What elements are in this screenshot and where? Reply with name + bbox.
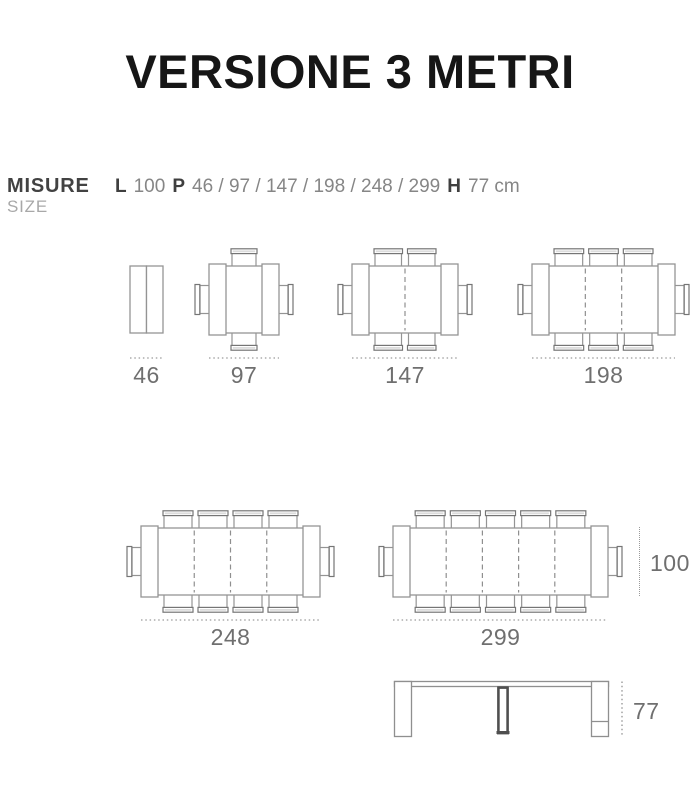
end-panel [591,526,608,597]
diagram-table-299 [378,510,623,651]
end-panel [262,264,279,335]
table-top-view-svg [517,248,690,360]
diagram-size-label: 97 [230,362,258,388]
end-panel [141,526,158,597]
table-top-view-svg [126,510,335,622]
spec-segment: 100 [133,176,166,197]
spec-segment: 46 / 97 / 147 / 198 / 248 / 299 [192,176,441,197]
console-panel [147,266,164,333]
diagram-table-97 [194,248,294,389]
center-leg [497,687,510,735]
table-top-view-svg [378,510,623,622]
measures-sublabel: SIZE [7,197,48,216]
diagram-size-label: 46 [133,362,160,388]
spec-segment: L [115,176,127,197]
table-top-view-svg [337,248,473,360]
chair-backrest [467,285,472,315]
chair-backrest [127,547,132,577]
console-top-view-svg [115,248,178,360]
measures-label: MISURE [7,175,90,197]
console-panel [130,266,147,333]
chair-backrest [338,285,343,315]
diagram-table-198 [517,248,690,389]
end-panel [303,526,320,597]
side-view-svg [393,680,638,742]
page-title: VERSIONE 3 METRI [125,45,575,98]
right-leg [592,682,609,737]
table-top [538,266,669,333]
left-leg [395,682,412,737]
spec-segment: P [172,176,185,197]
diagram-size-label: 198 [583,362,624,388]
end-panel [352,264,369,335]
chair-backrest [379,547,384,577]
width-dimension-label: 100 [650,550,690,576]
diagram-size-label: 147 [385,362,425,388]
spec-line [115,176,527,198]
chair-backrest [518,285,523,315]
end-panel [532,264,549,335]
chair-backrest [617,547,622,577]
chair-backrest [288,285,293,315]
diagram-size-label: 248 [210,624,251,650]
diagram-table-147 [337,248,473,389]
table-top-edge [395,682,609,687]
diagram-console-46 [115,248,178,389]
height-dimension-label: 77 [633,698,660,724]
end-panel [209,264,226,335]
table-top [399,528,602,595]
chair-backrest [684,285,689,315]
table-top-view-svg [194,248,294,360]
spec-segment: H [447,176,461,197]
spec-segment: 77 cm [468,176,520,197]
end-panel [441,264,458,335]
end-panel [658,264,675,335]
diagram-table-248 [126,510,335,651]
diagram-size-label: 299 [480,624,521,650]
end-panel [393,526,410,597]
chair-backrest [195,285,200,315]
chair-backrest [329,547,334,577]
width-dimension-line [639,527,640,596]
